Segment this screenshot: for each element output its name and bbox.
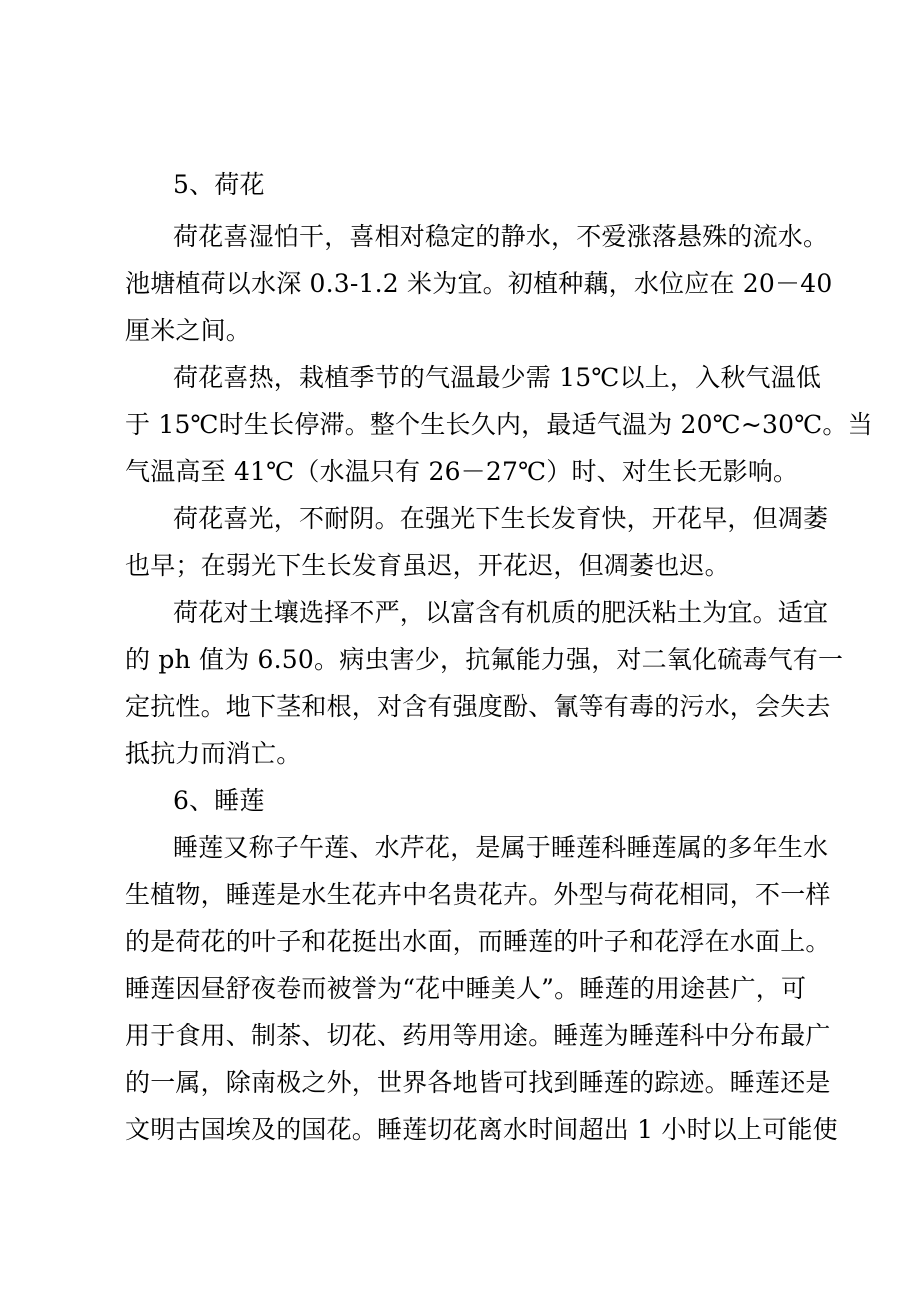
paragraph-line: 荷花喜热，栽植季节的气温最少需 15℃以上，入秋气温低 — [173, 363, 822, 392]
paragraph-line: 的 ph 值为 6.50。病虫害少，抗氟能力强，对二氧化硫毒气有一 — [125, 645, 844, 674]
paragraph-line: 厘米之间。 — [125, 316, 252, 345]
paragraph-line: 气温高至 41℃（水温只有 26－27℃）时、对生长无影响。 — [125, 457, 799, 486]
paragraph-line: 的一属，除南极之外，世界各地皆可找到睡莲的踪迹。睡莲还是 — [125, 1068, 831, 1097]
paragraph-line: 睡莲因昼舒夜卷而被誉为“花中睡美人”。睡莲的用途甚广，可 — [125, 974, 807, 1003]
paragraph-line: 文明古国埃及的国花。睡莲切花离水时间超出 1 小时以上可能使 — [125, 1115, 838, 1144]
paragraph-line: 荷花对土壤选择不严，以富含有机质的肥沃粘土为宜。适宜 — [173, 598, 829, 627]
paragraph-line: 用于食用、制茶、切花、药用等用途。睡莲为睡莲科中分布最广 — [125, 1021, 831, 1050]
paragraph-line: 睡莲又称子午莲、水芹花，是属于睡莲科睡莲属的多年生水 — [173, 833, 829, 862]
paragraph-line: 也早；在弱光下生长发育虽迟，开花迟，但凋萎也迟。 — [125, 551, 730, 580]
paragraph-line: 的是荷花的叶子和花挺出水面，而睡莲的叶子和花浮在水面上。 — [125, 927, 831, 956]
paragraph-line: 荷花喜湿怕干，喜相对稳定的静水，不爱涨落悬殊的流水。 — [173, 222, 829, 251]
section-heading-lotus: 5、荷花 — [173, 170, 265, 199]
paragraph-line: 荷花喜光，不耐阴。在强光下生长发育快，开花早，但凋萎 — [173, 504, 829, 533]
paragraph-line: 生植物，睡莲是水生花卉中名贵花卉。外型与荷花相同，不一样 — [125, 880, 831, 909]
paragraph-line: 定抗性。地下茎和根，对含有强度酚、氰等有毒的污水，会失去 — [125, 692, 831, 721]
paragraph-line: 池塘植荷以水深 0.3-1.2 米为宜。初植种藕，水位应在 20－40 — [125, 269, 833, 298]
paragraph-line: 于 15℃时生长停滞。整个生长久内，最适气温为 20℃~30℃。当 — [125, 410, 873, 439]
paragraph-line: 抵抗力而消亡。 — [125, 739, 302, 768]
section-heading-water-lily: 6、睡莲 — [173, 786, 265, 815]
